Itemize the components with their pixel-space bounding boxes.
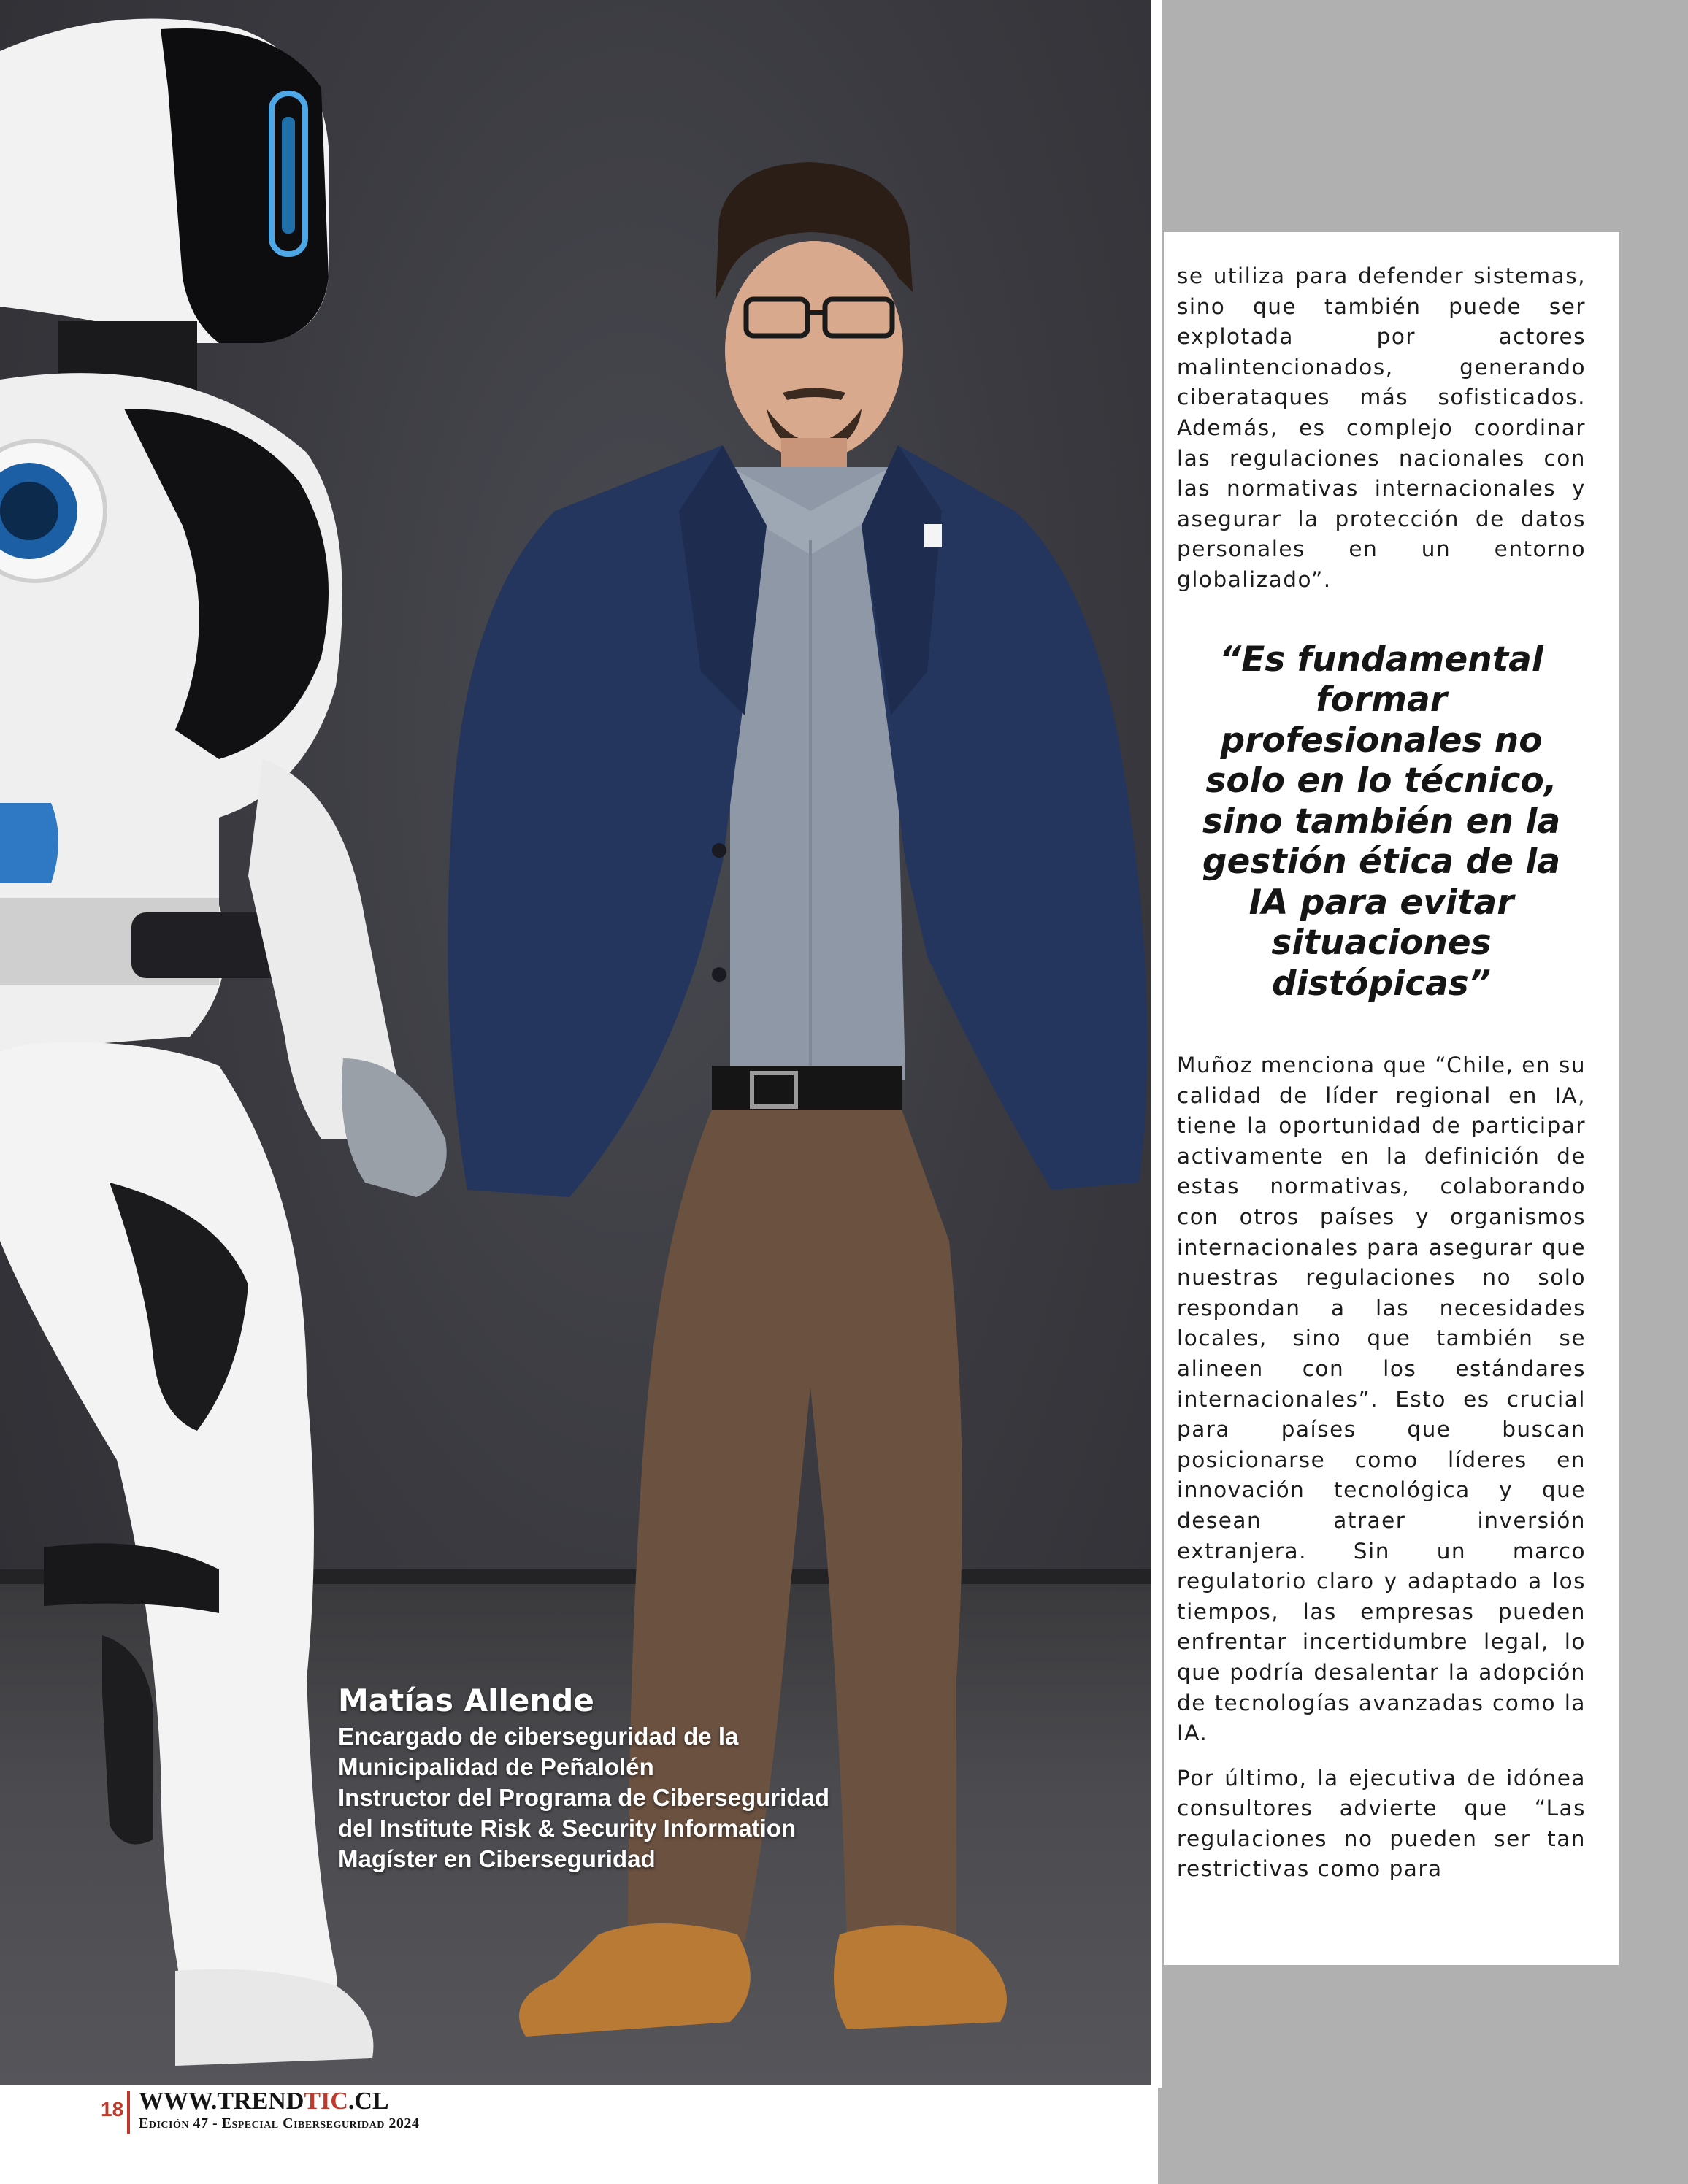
photo-frame-line: [1158, 0, 1162, 2088]
footer-divider: [127, 2091, 130, 2134]
caption-role-line: Municipalidad de Peñalolén: [338, 1753, 654, 1780]
site-url-accent: TIC: [304, 2088, 348, 2115]
article-paragraph: se utiliza para defender sistemas, sino que también puede ser explotada por actores malintencionados, generando ciberataques más sofisticados. Además, es complejo coordinar las regulaciones nacionales con las normativas internacionales y asegurar la protección de datos personales en un entorno globalizado”.: [1177, 264, 1586, 592]
page-number: 18: [101, 2098, 124, 2120]
caption-name: Matías Allende: [338, 1683, 594, 1718]
caption-role-line: Instructor del Programa de Ciberseguridad: [338, 1784, 829, 1811]
article-paragraph: Muñoz menciona que “Chile, en su calidad de líder regional en IA, tiene la oportunidad de participar activamente en la definición de estas normativas, colaborando con otros países y organismos internacionales para asegurar que nuestras regulaciones no solo respondan a las necesidades locales, sino que también se alineen con los estándares internacionales”. Esto es crucial para países que buscan posicionarse como líderes en innovación tecnológica y que desean atraer inversión extranjera. Sin un marco regulatorio claro y adaptado a los tiempos, las empresas pueden enfrentar incertidumbre legal, lo que podría desalentar la adopción de tecnologías avanzadas como la IA.: [1177, 1053, 1587, 1746]
edition-label: Edición 47 - Especial Ciberseguridad 2024: [139, 2115, 420, 2131]
article-column: [1164, 232, 1619, 1965]
site-url-prefix: WWW.TREND: [139, 2088, 304, 2115]
caption-role-line: del Institute Risk & Security Information: [338, 1815, 797, 1842]
site-url-suffix: .CL: [348, 2088, 389, 2115]
site-url[interactable]: [139, 2088, 389, 2115]
pull-quote: “Es fundamental formar profesionales no solo en lo técnico, sino también en la gestión ética de la IA para evitar situaciones distópicas”: [1202, 639, 1561, 1004]
photo-caption: [338, 1680, 829, 1875]
caption-role-line: Encargado de ciberseguridad de la: [338, 1723, 739, 1750]
article-paragraph: Por último, la ejecutiva de idónea consultores advierte que “Las regulaciones no pueden ser tan restrictivas como para: [1177, 1765, 1586, 1882]
caption-role-line: Magíster en Ciberseguridad: [338, 1845, 656, 1872]
